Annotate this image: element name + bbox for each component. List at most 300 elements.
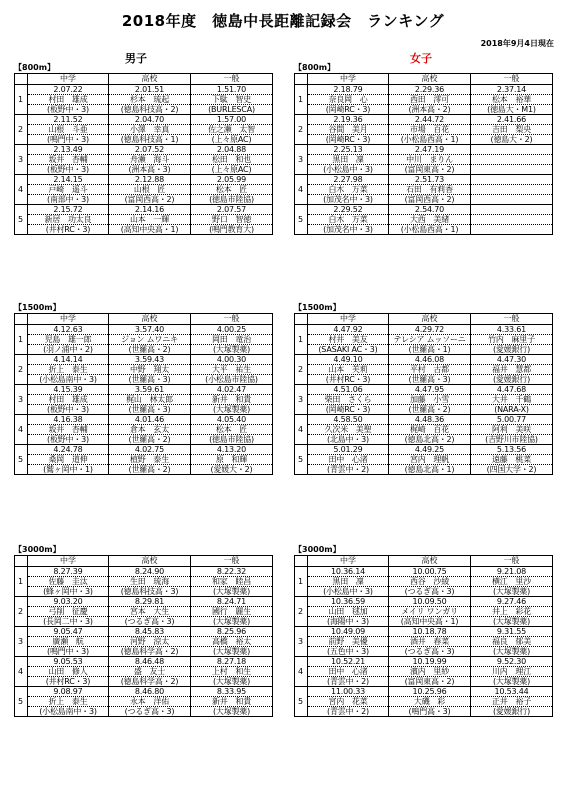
athlete-team: (愛媛大・2) — [210, 465, 253, 474]
athlete-team: (つるぎ高・3) — [124, 707, 175, 716]
record-time: 11.00.33 — [308, 687, 388, 697]
athlete-name: 河野 涼太 — [109, 637, 190, 647]
record-time — [471, 205, 552, 215]
athlete-team: (岡崎RC・3) — [325, 135, 371, 144]
athlete-team: (徳島科技高・3) — [120, 587, 179, 596]
record-time: 2.07.57 — [191, 205, 272, 215]
record-cell — [109, 415, 191, 445]
column-header: 高校 — [389, 314, 471, 325]
table-row — [295, 355, 553, 385]
record-cell — [191, 145, 273, 175]
record-time: 4.47.92 — [308, 325, 388, 335]
record-time: 2.29.36 — [389, 85, 470, 95]
athlete-name: 折上 泰生 — [28, 365, 108, 375]
athlete-team: (徳島大・M1) — [487, 105, 536, 114]
athlete-name: 國行 麗生 — [191, 607, 272, 617]
record-cell — [308, 175, 389, 205]
athlete-team: (つるぎ高・3) — [404, 647, 455, 656]
record-cell — [28, 85, 109, 115]
record-time: 2.44.72 — [389, 115, 470, 125]
athlete-name: 村井 美友 — [308, 335, 388, 345]
rank-cell: 5 — [295, 445, 308, 475]
athlete-name: 山本 芙莉 — [308, 365, 388, 375]
athlete-name: 遠藤 桃菜 — [471, 455, 552, 465]
table-row — [295, 627, 553, 657]
as-of-date: 2018年9月4日現在 — [480, 39, 554, 48]
athlete-name: 松本 匠 — [191, 425, 272, 435]
record-time: 8.33.95 — [191, 687, 272, 697]
column-header: 高校 — [109, 74, 191, 85]
record-cell — [28, 115, 109, 145]
record-time: 4.12.63 — [28, 325, 108, 335]
athlete-name: 廣瀬 航 — [28, 637, 108, 647]
athlete-name: 福井 慧都 — [471, 365, 552, 375]
athlete-name: 田中 心渚 — [308, 455, 388, 465]
athlete-name: 永本 洋佑 — [109, 697, 190, 707]
record-time: 4.47.68 — [471, 385, 552, 395]
athlete-name: 生田 琉海 — [109, 577, 190, 587]
women-ranking-block — [294, 544, 552, 717]
table-row — [15, 355, 273, 385]
record-cell — [191, 597, 273, 627]
record-time: 4.33.61 — [471, 325, 552, 335]
athlete-team: (青雲中・2) — [327, 677, 369, 686]
athlete-team: (徳島科技高・2) — [120, 105, 179, 114]
record-cell — [28, 415, 109, 445]
record-time: 2.04.70 — [109, 115, 190, 125]
athlete-name: 市場 百花 — [389, 125, 470, 135]
athlete-name: 黒田 凜 — [308, 155, 388, 165]
record-time: 3.59.61 — [109, 385, 190, 395]
record-time: 2.07.22 — [28, 85, 108, 95]
record-cell — [109, 385, 191, 415]
athlete-name: 前野 美優 — [308, 637, 388, 647]
event-label: 【3000m】 — [14, 545, 61, 554]
athlete-name: 植野 泰生 — [109, 455, 190, 465]
athlete-team: (大塚製薬) — [492, 647, 531, 656]
record-cell — [389, 657, 471, 687]
record-time: 2.07.52 — [109, 145, 190, 155]
record-time: 10.25.96 — [389, 687, 470, 697]
table-row — [15, 175, 273, 205]
athlete-team: (大塚製薬) — [212, 647, 251, 656]
athlete-name: 黒田 凜 — [308, 577, 388, 587]
event-label: 【1500m】 — [14, 303, 61, 312]
table-row — [15, 415, 273, 445]
athlete-team: (徳島北高・2) — [404, 435, 455, 444]
record-cell — [109, 325, 191, 355]
event-label: 【3000m】 — [294, 545, 341, 554]
athlete-name: 新井 和貴 — [191, 395, 272, 405]
record-cell — [308, 355, 389, 385]
athlete-name: 高橋 裕太 — [191, 637, 272, 647]
record-cell — [191, 115, 273, 145]
record-cell — [471, 567, 553, 597]
record-cell — [308, 415, 389, 445]
column-header: 高校 — [109, 556, 191, 567]
record-time: 4.00.25 — [191, 325, 272, 335]
rank-cell: 2 — [15, 115, 28, 145]
women-label: 女子 — [410, 52, 432, 65]
rank-cell: 1 — [15, 325, 28, 355]
athlete-team — [471, 225, 552, 234]
table-row — [15, 205, 273, 235]
record-cell — [389, 355, 471, 385]
athlete-team: (徳島市陸協) — [209, 195, 254, 204]
record-cell — [28, 385, 109, 415]
column-header: 高校 — [389, 556, 471, 567]
athlete-name: 宮内 理帆 — [389, 455, 470, 465]
record-time — [471, 145, 552, 155]
athlete-team: (羽ノ浦中・2) — [43, 345, 93, 354]
record-time: 8.25.96 — [191, 627, 272, 637]
athlete-name: 坂井 杏輔 — [28, 425, 108, 435]
athlete-team: (蜂ヶ岡中・3) — [43, 587, 93, 596]
table-row — [295, 145, 553, 175]
record-cell — [389, 687, 471, 717]
athlete-name: 岡田 竜治 — [191, 335, 272, 345]
athlete-team: (世羅高・1) — [408, 345, 451, 354]
table-row — [295, 597, 553, 627]
record-cell — [308, 205, 389, 235]
record-cell — [389, 415, 471, 445]
athlete-name: 松本 匠 — [191, 185, 272, 195]
athlete-team: (小松島中・3) — [323, 587, 373, 596]
athlete-name: 山田 修人 — [28, 667, 108, 677]
record-time: 4.46.08 — [389, 355, 470, 365]
rank-header — [295, 74, 308, 85]
athlete-name: 村田 雄成 — [28, 395, 108, 405]
athlete-name: 梶山 林太郎 — [109, 395, 190, 405]
record-time: 8.24.71 — [191, 597, 272, 607]
athlete-team: (板野中・3) — [47, 435, 89, 444]
record-cell — [471, 627, 553, 657]
athlete-name: メイリ ワンガリ — [389, 607, 470, 617]
athlete-team: (高知中央高・1) — [120, 225, 179, 234]
record-cell — [109, 687, 191, 717]
athlete-team: (青雲中・2) — [327, 707, 369, 716]
athlete-name: 柴田 さくら — [308, 395, 388, 405]
athlete-name: 久次米 美聖 — [308, 425, 388, 435]
rank-cell: 3 — [15, 627, 28, 657]
athlete-name: 平村 古都 — [389, 365, 470, 375]
table-row — [15, 627, 273, 657]
record-time: 4.15.39 — [28, 385, 108, 395]
record-cell — [308, 325, 389, 355]
column-header: 中学 — [308, 314, 389, 325]
column-header: 高校 — [109, 314, 191, 325]
athlete-team: (小松島西高・1) — [400, 135, 459, 144]
athlete-team: (五色中・3) — [327, 647, 369, 656]
record-time: 2.27.98 — [308, 175, 388, 185]
athlete-team: (長岡二中・3) — [43, 617, 93, 626]
athlete-team: (上々原AC) — [211, 135, 252, 144]
event-label: 【800m】 — [14, 63, 56, 72]
record-time: 10.19.99 — [389, 657, 470, 667]
athlete-name: テレシア ムッソーニ — [389, 335, 470, 345]
record-cell — [28, 687, 109, 717]
table-row — [15, 85, 273, 115]
athlete-team: (板野中・3) — [47, 165, 89, 174]
athlete-name: 新居 功太良 — [28, 215, 108, 225]
athlete-team: (上々原AC) — [211, 165, 252, 174]
record-cell — [28, 627, 109, 657]
record-cell — [389, 567, 471, 597]
rank-cell: 3 — [295, 385, 308, 415]
column-header: 中学 — [308, 74, 389, 85]
athlete-team: (北島中・3) — [327, 435, 369, 444]
athlete-team: (大塚製薬) — [492, 617, 531, 626]
athlete-name: 大井 千鶴 — [471, 395, 552, 405]
athlete-team: (鳴門中・3) — [47, 647, 89, 656]
rank-header — [15, 314, 28, 325]
athlete-name: 原 和輝 — [191, 455, 272, 465]
athlete-team: (徳島大・2) — [490, 135, 533, 144]
athlete-name: 松本 裕華 — [471, 95, 552, 105]
record-cell — [471, 205, 553, 235]
column-header: 一般 — [191, 556, 273, 567]
record-cell — [191, 687, 273, 717]
rank-cell: 4 — [15, 175, 28, 205]
athlete-team: (小松島市陸協) — [205, 375, 258, 384]
record-cell — [471, 415, 553, 445]
record-cell — [109, 567, 191, 597]
record-time: 8.24.90 — [109, 567, 190, 577]
athlete-name: 盛 友士 — [109, 667, 190, 677]
athlete-team: (加茂名中・3) — [323, 225, 373, 234]
table-row — [295, 415, 553, 445]
athlete-team: (小松島南中・3) — [39, 707, 97, 716]
athlete-name: 新井 和貴 — [191, 697, 272, 707]
athlete-team: (岡崎RC・3) — [325, 405, 371, 414]
athlete-name: 山田 毬加 — [308, 607, 388, 617]
record-cell — [471, 85, 553, 115]
athlete-name — [471, 155, 552, 165]
column-header: 高校 — [389, 74, 471, 85]
table-row — [15, 115, 273, 145]
athlete-team: (洲本高・3) — [128, 165, 171, 174]
athlete-team: (鷲ヶ岡中・1) — [43, 465, 93, 474]
record-time: 2.13.49 — [28, 145, 108, 155]
record-cell — [28, 355, 109, 385]
men-label: 男子 — [125, 52, 147, 65]
record-time: 2.05.99 — [191, 175, 272, 185]
athlete-name — [471, 215, 552, 225]
athlete-team: (加茂名中・3) — [323, 195, 373, 204]
record-time: 4.47.30 — [471, 355, 552, 365]
athlete-team: (小松島南中・3) — [39, 375, 97, 384]
header-row — [15, 314, 273, 325]
athlete-team — [471, 165, 552, 174]
record-time: 8.27.39 — [28, 567, 108, 577]
rank-cell: 2 — [295, 115, 308, 145]
record-time: 2.11.52 — [28, 115, 108, 125]
record-time: 8.27.18 — [191, 657, 272, 667]
table-row — [295, 115, 553, 145]
athlete-name: 山根 匠 — [109, 185, 190, 195]
record-time: 2.41.66 — [471, 115, 552, 125]
athlete-team: (富岡東高・2) — [404, 165, 455, 174]
athlete-name: 杉本 琉起 — [109, 95, 190, 105]
athlete-team: (大塚製薬) — [212, 617, 251, 626]
athlete-team: (板野中・3) — [47, 105, 89, 114]
rank-cell: 1 — [15, 567, 28, 597]
record-cell — [308, 385, 389, 415]
record-cell — [191, 567, 273, 597]
athlete-team: (大塚製薬) — [212, 707, 251, 716]
athlete-team: (鳴門中・3) — [47, 135, 89, 144]
athlete-name: 田中 心渚 — [308, 667, 388, 677]
athlete-name: 大平 祐生 — [191, 365, 272, 375]
athlete-team: (鳴門教育大) — [209, 225, 254, 234]
record-cell — [308, 445, 389, 475]
record-time: 4.48.36 — [389, 415, 470, 425]
record-cell — [28, 597, 109, 627]
record-cell — [471, 445, 553, 475]
record-cell — [109, 175, 191, 205]
ranking-table — [294, 313, 553, 475]
athlete-team: (つるぎ高・3) — [124, 617, 175, 626]
record-time: 10.36.14 — [308, 567, 388, 577]
rank-cell: 4 — [15, 657, 28, 687]
record-cell — [308, 627, 389, 657]
athlete-team: (井村RC・3) — [45, 225, 91, 234]
record-time: 8.29.81 — [109, 597, 190, 607]
record-cell — [389, 205, 471, 235]
rank-cell: 5 — [295, 687, 308, 717]
athlete-team: (富岡東高・2) — [404, 677, 455, 686]
rank-header — [295, 314, 308, 325]
record-cell — [191, 385, 273, 415]
record-cell — [28, 205, 109, 235]
record-time: 2.19.36 — [308, 115, 388, 125]
athlete-name: 加藤 小雪 — [389, 395, 470, 405]
record-cell — [389, 145, 471, 175]
athlete-team — [471, 195, 552, 204]
record-cell — [109, 445, 191, 475]
men-ranking-block — [14, 62, 272, 235]
record-time: 4.16.38 — [28, 415, 108, 425]
athlete-name: 戸崎 遥斗 — [28, 185, 108, 195]
athlete-name: 谷間 美月 — [308, 125, 388, 135]
rank-cell: 2 — [15, 355, 28, 385]
athlete-name: 竹内 麻里子 — [471, 335, 552, 345]
athlete-name: 野口 智徳 — [191, 215, 272, 225]
athlete-team: (富岡西高・2) — [124, 195, 175, 204]
record-cell — [308, 597, 389, 627]
record-cell — [389, 445, 471, 475]
athlete-name: 川内 理江 — [471, 667, 552, 677]
record-time: 1.57.00 — [191, 115, 272, 125]
record-cell — [471, 355, 553, 385]
record-time: 9.08.97 — [28, 687, 108, 697]
athlete-name: 阿利 美咲 — [471, 425, 552, 435]
athlete-team: (BURLESCA) — [208, 105, 255, 114]
record-time: 8.45.83 — [109, 627, 190, 637]
athlete-name: 上村 和生 — [191, 667, 272, 677]
record-time: 4.14.14 — [28, 355, 108, 365]
header-row — [295, 314, 553, 325]
rank-cell: 1 — [295, 85, 308, 115]
column-header: 一般 — [191, 314, 273, 325]
athlete-name: 中野 翔太 — [109, 365, 190, 375]
athlete-name: 白木 万菜 — [308, 215, 388, 225]
record-cell — [308, 657, 389, 687]
record-cell — [191, 355, 273, 385]
athlete-name: 正井 裕子 — [471, 697, 552, 707]
athlete-name: 和家 睦昌 — [191, 577, 272, 587]
record-time: 9.27.46 — [471, 597, 552, 607]
athlete-team: (富岡西高・2) — [404, 195, 455, 204]
women-ranking-block — [294, 302, 552, 475]
athlete-team: (鳴門高・3) — [408, 707, 451, 716]
record-cell — [28, 657, 109, 687]
ranking-table — [14, 313, 273, 475]
record-time: 4.13.20 — [191, 445, 272, 455]
rank-header — [15, 556, 28, 567]
athlete-name: 井上 彩花 — [471, 607, 552, 617]
record-cell — [191, 415, 273, 445]
record-time: 8.46.80 — [109, 687, 190, 697]
athlete-name: 奈良岡 心 — [308, 95, 388, 105]
athlete-team: (徳島科学高・2) — [120, 647, 179, 656]
record-cell — [471, 115, 553, 145]
athlete-name: 福良 郁美 — [471, 637, 552, 647]
record-time: 9.31.55 — [471, 627, 552, 637]
record-time: 1.51.70 — [191, 85, 272, 95]
record-time: 2.01.51 — [109, 85, 190, 95]
record-time: 4.51.06 — [308, 385, 388, 395]
athlete-name: 西田 澪可 — [389, 95, 470, 105]
ranking-table — [14, 73, 273, 235]
column-header: 一般 — [471, 74, 553, 85]
record-time: 9.05.53 — [28, 657, 108, 667]
athlete-name: 倉本 玄太 — [109, 425, 190, 435]
athlete-name: 佐藤 圭汰 — [28, 577, 108, 587]
record-cell — [191, 175, 273, 205]
athlete-team: (大塚製薬) — [212, 587, 251, 596]
athlete-team: (板野中・3) — [47, 405, 89, 414]
athlete-team: (SASAKI AC・3) — [318, 345, 378, 354]
athlete-name: 西谷 沙綾 — [389, 577, 470, 587]
record-time: 2.29.52 — [308, 205, 388, 215]
athlete-team: (世羅高・2) — [408, 405, 451, 414]
athlete-name: 山本 一輝 — [109, 215, 190, 225]
table-row — [15, 687, 273, 717]
record-cell — [389, 325, 471, 355]
page-title: 2018年度 徳島中長距離記録会 ランキング — [121, 12, 445, 30]
record-cell — [389, 175, 471, 205]
athlete-name: 下駄 智史 — [191, 95, 272, 105]
rank-cell: 2 — [295, 355, 308, 385]
table-row — [295, 325, 553, 355]
table-row — [15, 145, 273, 175]
athlete-name: 酒井 春菜 — [389, 637, 470, 647]
column-header: 一般 — [471, 314, 553, 325]
record-time: 2.14.15 — [28, 175, 108, 185]
event-label: 【1500m】 — [294, 303, 341, 312]
table-row — [15, 657, 273, 687]
record-cell — [109, 115, 191, 145]
ranking-table — [294, 73, 553, 235]
rank-cell: 4 — [295, 175, 308, 205]
rank-cell: 3 — [295, 145, 308, 175]
record-cell — [471, 175, 553, 205]
table-row — [295, 445, 553, 475]
athlete-team: (つるぎ高・3) — [404, 587, 455, 596]
column-header: 中学 — [28, 556, 109, 567]
record-time — [471, 175, 552, 185]
